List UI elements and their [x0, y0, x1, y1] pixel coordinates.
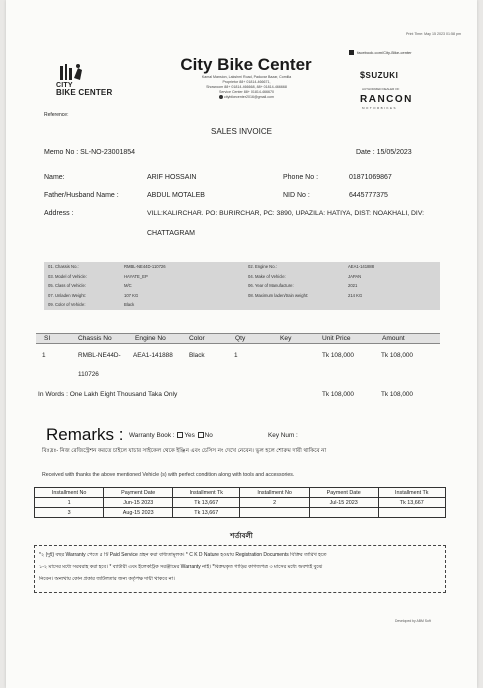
email-icon	[219, 95, 223, 99]
installment-header: Installment Tk	[173, 488, 240, 498]
total-unit-price: Tk 108,000	[322, 391, 354, 398]
item-color: Black	[189, 352, 205, 359]
customer-nid: 6445777375	[349, 192, 388, 199]
customer-phone: 01871069867	[349, 174, 392, 181]
spec-label: 01. Chassis No.:	[48, 264, 79, 270]
received-statement: Received with thanks the above mentioned Vehicle (s) with perfect condition along with tools and accessories.	[42, 472, 295, 478]
spec-label	[244, 300, 344, 310]
nid-label: NID No :	[283, 192, 310, 199]
logo-line2: BIKE CENTER	[56, 88, 113, 97]
item-engine: AEA1-141888	[133, 352, 173, 359]
suzuki-brand: $SUZUKI	[360, 70, 399, 80]
phone-label: Phone No :	[283, 174, 319, 181]
warranty-yes-label: Yes	[184, 432, 195, 439]
spec-label: 03. Model of Vehicle:	[48, 273, 87, 279]
installment-cell: Jun-15 2023	[104, 498, 173, 508]
spec-value: 107 KG	[124, 292, 139, 298]
col-key: Key	[280, 335, 292, 342]
spec-row	[44, 281, 440, 291]
spec-row	[44, 272, 440, 282]
terms-line: ১-২ মাসের মধ্যে সরবরাহ করা হবে। * ব্যাটারী এবং ইলেকট্রিক সরঞ্জামের Warranty নাই। *বিক্রয়কৃত গাড়ির কাগজপত্র ৩ মাসের মধ্যে অবশ্যই বুঝে	[39, 564, 323, 570]
customer-address-cont: CHATTAGRAM	[147, 230, 195, 237]
installment-cell: Tk 13,667	[173, 508, 240, 518]
spec-label: 05. Class of Vehicle:	[48, 283, 86, 289]
rancon-tag: AUTHORIZED DEALER OF	[362, 87, 400, 91]
installment-cell	[240, 508, 309, 518]
amount-in-words: In Words : One Lakh Eight Thousand Taka Only	[38, 391, 178, 398]
rancon-sub: MOTORBIKES	[362, 106, 397, 110]
memo-number: Memo No : SL-NO-23001854	[44, 149, 136, 156]
vehicle-spec-table	[44, 262, 440, 310]
item-si: 1	[42, 352, 46, 359]
installment-cell: 1	[35, 498, 104, 508]
warranty-label: Warranty Book :	[129, 432, 175, 439]
installment-cell: 2	[240, 498, 309, 508]
installment-cell: Jul-15 2023	[309, 498, 378, 508]
warranty-no-checkbox[interactable]	[198, 432, 204, 438]
invoice-page	[6, 0, 477, 688]
installment-header: Payment Date	[309, 488, 378, 498]
spec-value: 2021	[348, 283, 358, 289]
spec-value: RMBL-NE44D-110726	[124, 264, 166, 270]
facebook-icon	[349, 50, 354, 55]
spec-row	[44, 291, 440, 301]
item-chassis: RMBL-NE44D-	[78, 352, 121, 359]
installment-row	[35, 498, 446, 508]
spec-value: HAYATE_EP	[124, 273, 148, 279]
warranty-book	[129, 432, 213, 439]
spec-value: Black	[124, 302, 135, 308]
item-amount: Tk 108,000	[381, 352, 413, 359]
terms-title: শর্তাবলী	[230, 533, 253, 540]
address-line: Service Center 88+ 01814-466670	[218, 90, 275, 94]
father-label: Father/Husband Name :	[44, 192, 119, 199]
suzuki-logo-icon: $	[360, 70, 366, 80]
spec-value: JAPAN	[348, 273, 362, 279]
address-line: Showroom 88+ 01814-466668, 88+ 01814-466668	[206, 85, 287, 89]
installment-cell: 3	[35, 508, 104, 518]
logo-line1: CITY	[56, 82, 73, 89]
address-label: Address :	[44, 210, 74, 217]
installment-cell: Tk 13,667	[378, 498, 445, 508]
installment-header: Installment No	[35, 488, 104, 498]
remarks-title: Remarks :	[46, 425, 124, 444]
name-label: Name:	[44, 174, 65, 181]
total-amount: Tk 108,000	[381, 391, 413, 398]
spec-row	[44, 262, 440, 272]
col-si: SI	[44, 335, 51, 342]
father-name: ABDUL MOTALEB	[147, 192, 205, 199]
key-num-label: Key Num :	[268, 432, 298, 439]
col-color: Color	[189, 335, 205, 342]
terms-line: *২ (দুই) বছর Warranty পেতে ৫ টি Paid Service গ্রহন করা বাধ্যতামূলক। * C K D Nature হওয়ায় Registration Documents বিক্রির তারিখ হতে	[39, 552, 327, 558]
spec-value: M/C	[124, 283, 132, 289]
installment-cell	[378, 508, 445, 518]
spec-label: 09. Color of Vehicle:	[48, 302, 86, 308]
bike-rider-icon	[54, 62, 88, 84]
spec-row	[44, 300, 440, 310]
rancon-brand: RANCON	[360, 94, 413, 105]
address-line: Proprietor 88+ 01814-466671,	[222, 80, 271, 84]
item-unit-price: Tk 108,000	[322, 352, 354, 359]
print-time: Print Time: May 15 2023 01:58 pm	[406, 32, 461, 36]
col-engine: Engine No	[135, 335, 166, 342]
col-qty: Qty	[235, 335, 246, 342]
col-unit-price: Unit Price	[322, 335, 351, 342]
installment-cell	[309, 508, 378, 518]
installment-table	[34, 487, 446, 518]
col-amount: Amount	[382, 335, 405, 342]
facebook-line: facebook.com/City-Bike-center	[349, 50, 412, 55]
spec-label: 07. Unladen Weight:	[48, 292, 86, 298]
installment-row	[35, 508, 446, 518]
spec-value: AEA1-141888	[348, 264, 375, 270]
spec-label: 08. Maximum laden/train weight:	[248, 292, 309, 298]
warranty-no-label: No	[204, 432, 213, 439]
item-chassis-cont: 110726	[78, 371, 99, 378]
developer-credit: Developed by ABM Soft	[395, 619, 431, 623]
terms-box	[34, 545, 446, 593]
remarks-note: বিঃদ্রঃ- নিজ রেজিস্ট্রেশন করতে চাইলে যাচার সাইকেল থেকে ইঞ্জিন এবং চেসিস নং দেখে নেবেন। ভুল হলে শোরুম দায়ী থাকিবে না	[42, 448, 327, 454]
spec-value: 214 KG	[348, 292, 363, 298]
company-title: City Bike Center	[180, 55, 312, 74]
company-logo	[46, 62, 116, 100]
spec-label: 04. Make of Vehicle:	[248, 273, 286, 279]
document-title: SALES INVOICE	[211, 127, 272, 136]
installment-header: Installment Tk	[378, 488, 445, 498]
spec-label: 06. Year of Manufacture:	[248, 283, 294, 289]
installment-header: Payment Date	[104, 488, 173, 498]
reference-label: Reference:	[44, 112, 69, 118]
installment-cell: Aug-15 2023	[104, 508, 173, 518]
installment-header: Installment No	[240, 488, 309, 498]
customer-name: ARIF HOSSAIN	[147, 174, 197, 181]
invoice-date: Date : 15/05/2023	[356, 149, 412, 156]
warranty-yes-checkbox[interactable]	[177, 432, 183, 438]
address-line: Kamal Mansion, Lakshmi Road, Paduvar Bazar, Comilla	[201, 75, 292, 79]
spec-label: 02. Engine No.:	[248, 264, 277, 270]
email-line: citybikecenter2016@gmail.com	[174, 95, 319, 100]
item-qty: 1	[234, 352, 238, 359]
customer-address: VILL:KALIRCHAR. PO: BURIRCHAR, PC: 3890, UPAZILA: HATIYA, DIST: NOAKHALI, DIV:	[147, 210, 424, 217]
terms-line: নিবেন। অন্যথায় কোন প্রকার জটিলতার জন্য কর্তৃপক্ষ দায়ী থাকবে না।	[39, 576, 175, 582]
installment-cell: Tk 13,667	[173, 498, 240, 508]
spec-value	[344, 300, 440, 310]
col-chassis: Chassis No	[78, 335, 112, 342]
